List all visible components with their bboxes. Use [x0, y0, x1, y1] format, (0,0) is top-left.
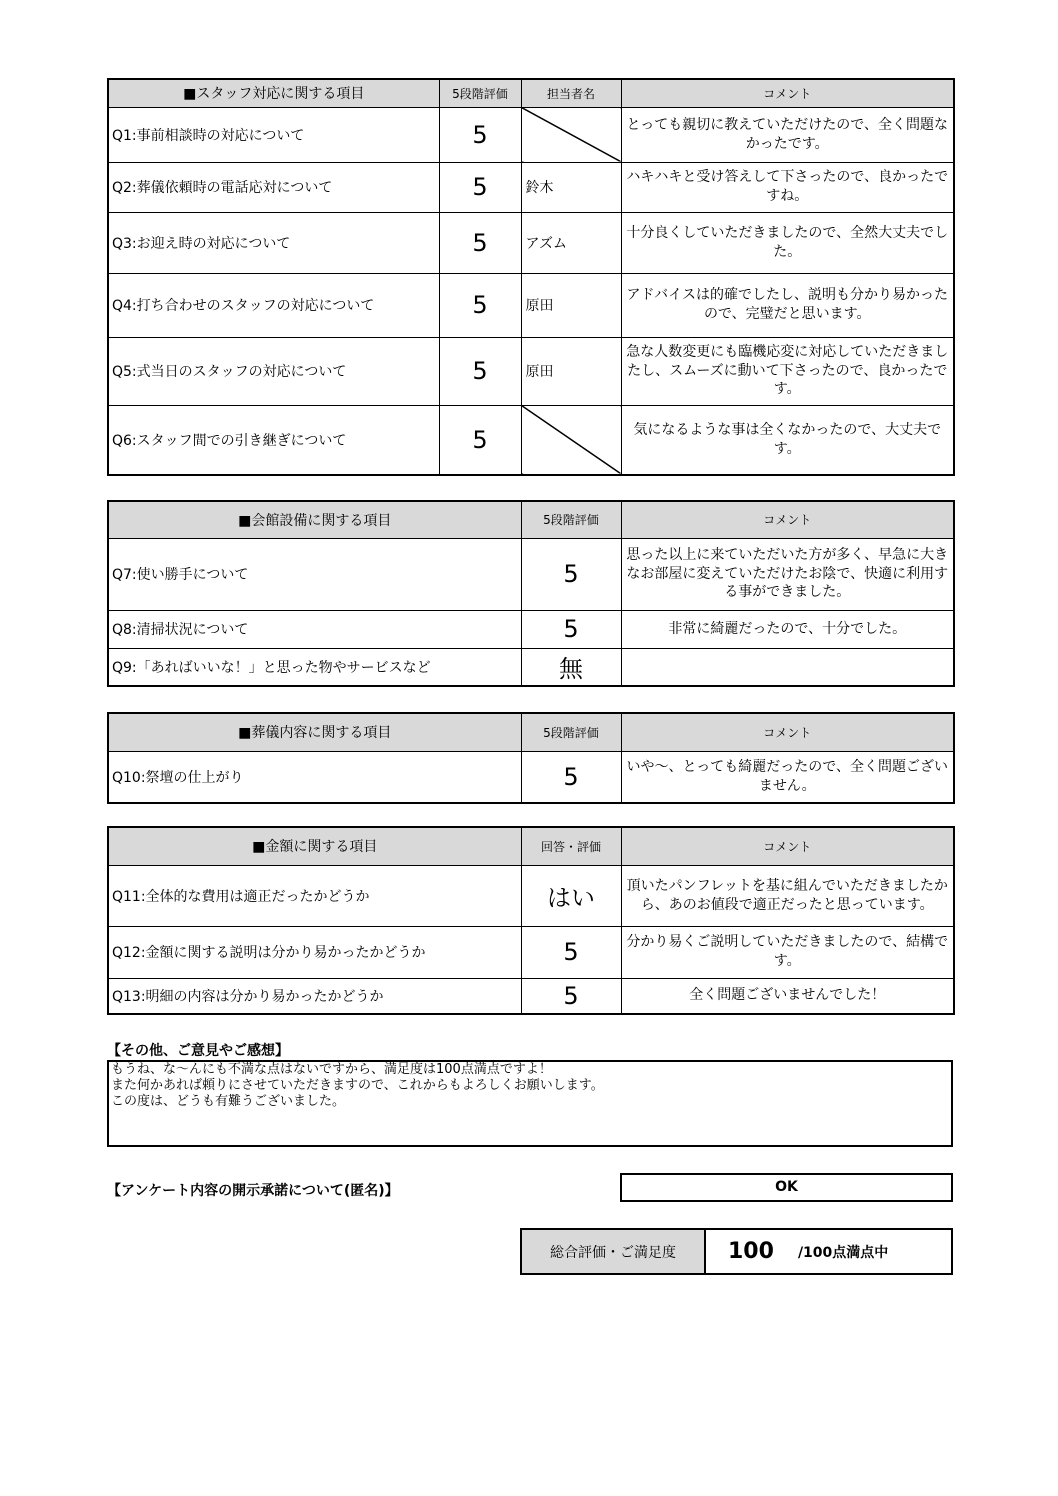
other-comments-title: 【その他、ご意見やご感想】	[107, 1043, 289, 1059]
comment-text: 頂いたパンフレットを基に組んでいただきましたから、あのお値段で適正だったと思っています。	[621, 865, 954, 926]
question-label: Q5:式当日のスタッフの対応について	[108, 337, 439, 405]
table-row	[108, 405, 954, 475]
person-name	[521, 405, 621, 475]
question-label: Q7:使い勝手について	[108, 538, 521, 610]
table-row	[108, 751, 954, 803]
other-comment-line: この度は、どうも有難うございました。	[111, 1094, 346, 1109]
comment-text: ハキハキと受け答えして下さったので、良かったですね。	[621, 162, 954, 212]
question-label: Q4:打ち合わせのスタッフの対応について	[108, 273, 439, 337]
facility-table	[107, 500, 955, 687]
table-row	[108, 337, 954, 405]
disclosure-answer: OK	[620, 1173, 953, 1202]
overall-suffix: /100点満点中	[797, 1244, 889, 1261]
question-label: Q8:清掃状況について	[108, 610, 521, 648]
comment-text: 十分良くしていただきましたので、全然大丈夫でした。	[621, 212, 954, 273]
other-comment-line: また何かあれば頼りにさせていただきますので、これからもよろしくお願いします。	[111, 1078, 604, 1093]
person-name	[521, 107, 621, 162]
question-label: Q10:祭壇の仕上がり	[108, 751, 521, 803]
person-name: 鈴木	[521, 162, 621, 212]
comment-text: アドバイスは的確でしたし、説明も分かり易かったので、完璧だと思います。	[621, 273, 954, 337]
score-value: はい	[521, 865, 621, 926]
question-label: Q12:金額に関する説明は分かり易かったかどうか	[108, 926, 521, 978]
person-name: 原田	[521, 337, 621, 405]
table-row	[108, 865, 954, 926]
other-comments-box	[107, 1060, 953, 1147]
score-value: 5	[521, 610, 621, 648]
table-row	[108, 610, 954, 648]
score-value: 5	[521, 538, 621, 610]
person-name: アズム	[521, 212, 621, 273]
score-value: 5	[521, 978, 621, 1014]
comment-text	[621, 648, 954, 686]
table-row	[108, 538, 954, 610]
table-row	[108, 926, 954, 978]
comment-text: 分かり易くご説明していただきましたので、結構です。	[621, 926, 954, 978]
disclosure-title: 【アンケート内容の開示承諾について(匿名)】	[107, 1183, 399, 1199]
question-label: Q9:「あればいいな！」と思った物やサービスなど	[108, 648, 521, 686]
question-label: Q3:お迎え時の対応について	[108, 212, 439, 273]
cost-table	[107, 826, 955, 1015]
score-value: 無	[521, 648, 621, 686]
comment-text: 気になるような事は全くなかったので、大丈夫です。	[621, 405, 954, 475]
table-row	[108, 212, 954, 273]
table-row	[108, 107, 954, 162]
other-comment-line: もうね、な〜んにも不満な点はないですから、満足度は100点満点ですよ！	[111, 1062, 552, 1077]
facility-header-item: ■会館設備に関する項目	[108, 501, 521, 538]
table-row	[108, 162, 954, 212]
score-value: 5	[439, 337, 521, 405]
funeral-header-rating: 5段階評価	[521, 713, 621, 751]
comment-text: とっても親切に教えていただけたので、全く問題なかったです。	[621, 107, 954, 162]
overall-label: 総合評価・ご満足度	[522, 1230, 706, 1273]
staff-header-person: 担当者名	[521, 79, 621, 107]
question-label: Q11:全体的な費用は適正だったかどうか	[108, 865, 521, 926]
question-label: Q2:葬儀依頼時の電話応対について	[108, 162, 439, 212]
table-row	[108, 273, 954, 337]
cost-header-item: ■金額に関する項目	[108, 827, 521, 865]
funeral-table	[107, 712, 955, 804]
question-label: Q1:事前相談時の対応について	[108, 107, 439, 162]
score-value: 5	[439, 273, 521, 337]
staff-header-comment: コメント	[621, 79, 954, 107]
comment-text: いや〜、とっても綺麗だったので、全く問題ございません。	[621, 751, 954, 803]
score-value: 5	[439, 212, 521, 273]
table-row	[108, 978, 954, 1014]
funeral-header-comment: コメント	[621, 713, 954, 751]
overall-score: 100	[728, 1239, 774, 1264]
staff-header-rating: 5段階評価	[439, 79, 521, 107]
score-value: 5	[521, 926, 621, 978]
comment-text: 全く問題ございませんでした！	[621, 978, 954, 1014]
score-value: 5	[521, 751, 621, 803]
comment-text: 非常に綺麗だったので、十分でした。	[621, 610, 954, 648]
comment-text: 思った以上に来ていただいた方が多く、早急に大きなお部屋に変えていただけたお陰で、快適に利用する事ができました。	[621, 538, 954, 610]
score-value: 5	[439, 405, 521, 475]
score-value: 5	[439, 107, 521, 162]
table-row	[108, 648, 954, 686]
facility-header-rating: 5段階評価	[521, 501, 621, 538]
question-label: Q6:スタッフ間での引き継ぎについて	[108, 405, 439, 475]
funeral-header-item: ■葬儀内容に関する項目	[108, 713, 521, 751]
score-value: 5	[439, 162, 521, 212]
cost-header-comment: コメント	[621, 827, 954, 865]
staff-header-item: ■スタッフ対応に関する項目	[108, 79, 439, 107]
comment-text: 急な人数変更にも臨機応変に対応していただきましたし、スムーズに動いて下さったので、良かったです。	[621, 337, 954, 405]
staff-table	[107, 78, 955, 476]
cost-header-rating: 回答・評価	[521, 827, 621, 865]
overall-rating-box	[520, 1228, 953, 1275]
question-label: Q13:明細の内容は分かり易かったかどうか	[108, 978, 521, 1014]
facility-header-comment: コメント	[621, 501, 954, 538]
person-name: 原田	[521, 273, 621, 337]
